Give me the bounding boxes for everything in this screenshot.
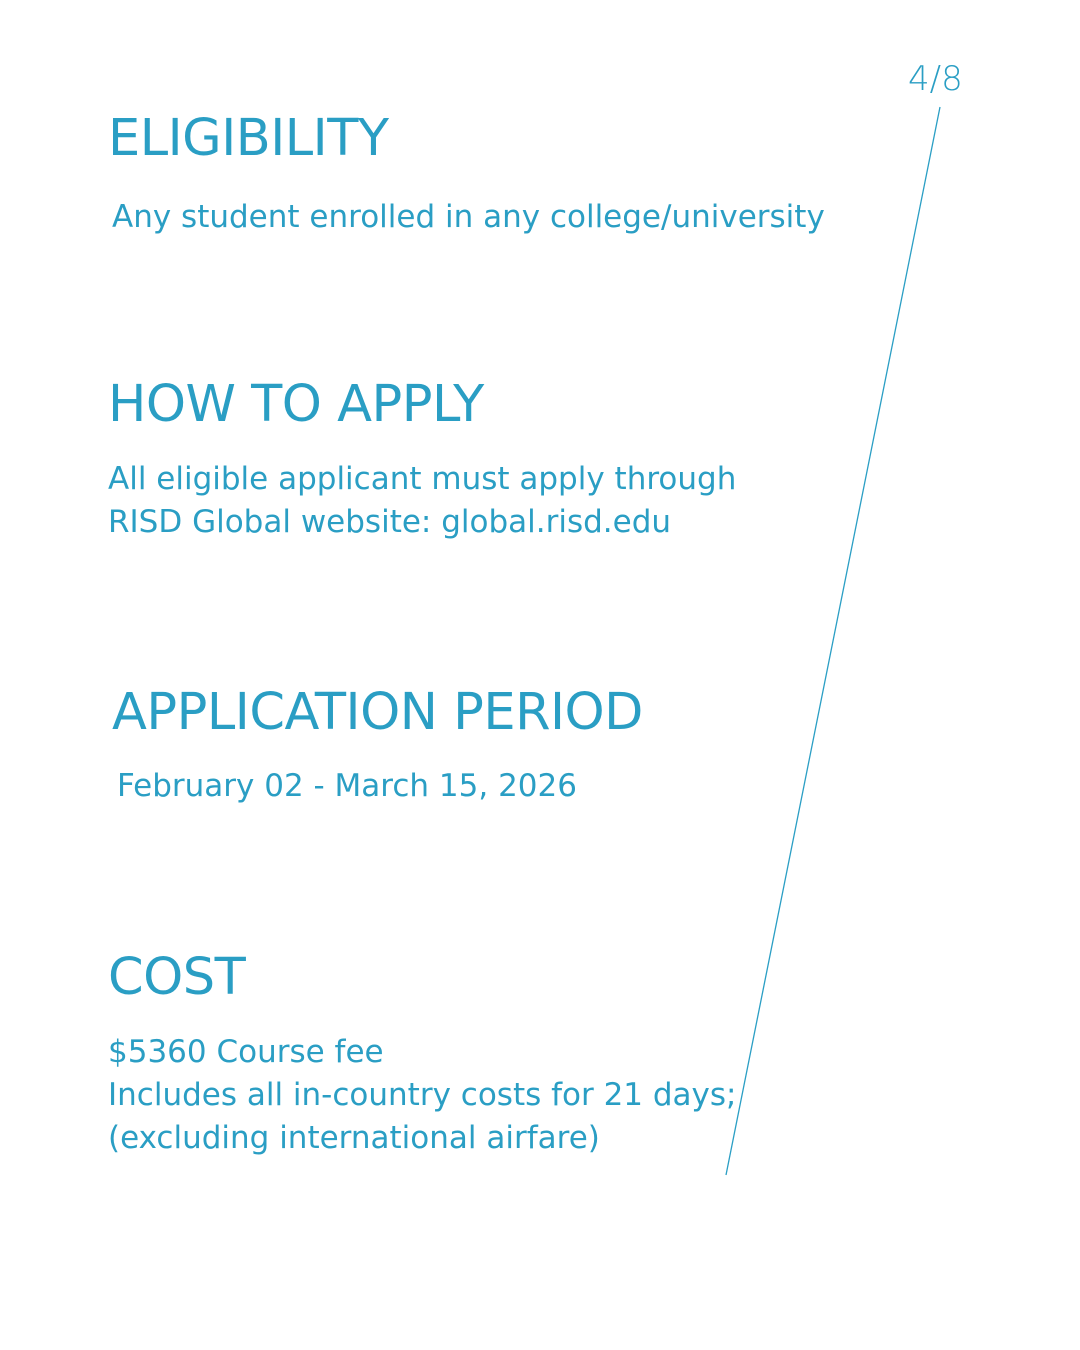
application-period-text: [117, 765, 577, 808]
how-to-apply-line: RISD Global website: global.risd.edu: [108, 504, 672, 540]
eligibility-section: [108, 109, 825, 235]
application-period-line: February 02 - March 15, 2026: [117, 768, 577, 804]
cost-text: [108, 1031, 737, 1160]
eligibility-heading: ELIGIBILITY: [108, 109, 389, 168]
application-period-heading: APPLICATION PERIOD: [112, 683, 643, 742]
eligibility-line: Any student enrolled in any college/university: [112, 199, 825, 235]
how-to-apply-heading: HOW TO APPLY: [108, 375, 484, 434]
page-indicator: 4/8: [908, 59, 963, 99]
how-to-apply-section: [108, 375, 737, 540]
cost-line: $5360 Course fee: [108, 1034, 384, 1070]
how-to-apply-line: All eligible applicant must apply through: [108, 461, 737, 497]
cost-line: (excluding international airfare): [108, 1120, 600, 1156]
eligibility-text: [112, 196, 825, 239]
cost-heading: COST: [108, 948, 246, 1007]
application-period-section: [112, 683, 643, 804]
cost-section: [108, 948, 737, 1156]
cost-line: Includes all in-country costs for 21 days;: [108, 1077, 737, 1113]
how-to-apply-text: [108, 458, 736, 544]
